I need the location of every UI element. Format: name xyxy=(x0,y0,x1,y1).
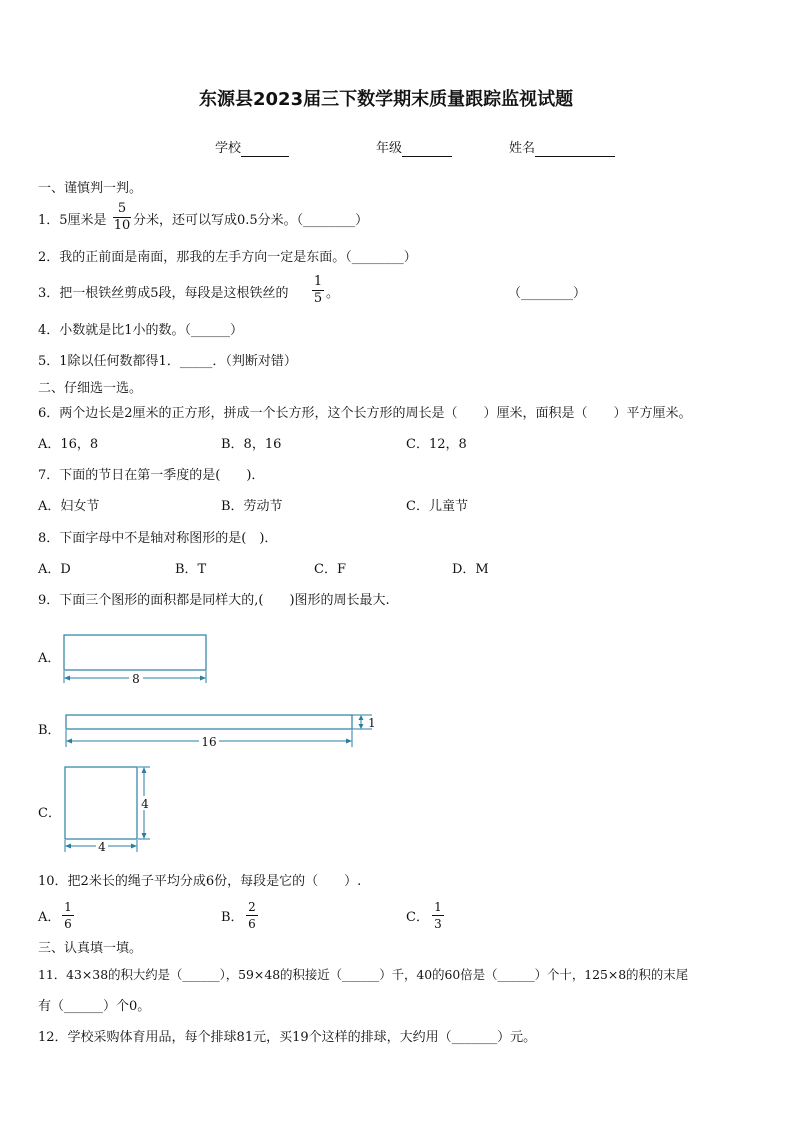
question-6-option-a[interactable]: A．16，8 xyxy=(38,437,99,452)
fraction-numerator: 5 xyxy=(117,201,127,216)
figure-a-width-label: 8 xyxy=(132,672,140,686)
question-3-post: 。 xyxy=(326,286,340,301)
question-11-line-1: 11．43×38的积大约是（______），59×48的积接近（______）千，40的60倍是（______）个十，125×8的积的末尾 xyxy=(38,967,689,982)
question-12: 12．学校采购体育用品，每个排球81元，买19个这样的排球，大约用（_______）元。 xyxy=(38,1030,537,1045)
question-3-pre: 3．把一根铁丝剪成5段，每段是这根铁丝的 xyxy=(38,286,289,301)
question-1-post: 分米，还可以写成0.5分米。（________） xyxy=(133,213,369,228)
figure-c-side-label: 4 xyxy=(141,797,149,811)
question-7-option-a[interactable]: A．妇女节 xyxy=(38,499,100,514)
fraction-bar xyxy=(432,915,444,916)
fraction-denominator: 6 xyxy=(248,917,256,931)
question-6: 6．两个边长是2厘米的正方形，拼成一个长方形，这个长方形的周长是（ ）厘米，面积是（ ）平方厘米。 xyxy=(38,406,692,421)
question-2: 2．我的正前面是南面，那我的左手方向一定是东面。（________） xyxy=(38,250,417,265)
page-title: 东源县2023届三下数学期末质量跟踪监视试题 xyxy=(199,89,574,110)
figure-c-square xyxy=(60,764,156,854)
question-6-option-c[interactable]: C．12，8 xyxy=(406,437,467,452)
fraction-bar xyxy=(62,915,74,916)
question-10-option-a-fraction[interactable] xyxy=(62,900,74,931)
name-blank[interactable] xyxy=(535,143,615,157)
question-8: 8．下面字母中不是轴对称图形的是( )． xyxy=(38,531,278,546)
fraction-denominator: 5 xyxy=(313,291,323,306)
question-3-blank[interactable]: （________） xyxy=(508,286,587,301)
school-label: 学校 xyxy=(215,141,242,156)
question-10-option-b-fraction[interactable] xyxy=(246,900,258,931)
question-11-line-2: 有（______）个0。 xyxy=(38,999,151,1014)
question-3-fraction xyxy=(312,275,324,306)
name-field[interactable] xyxy=(509,141,615,157)
fraction-bar xyxy=(246,915,258,916)
grade-label: 年级 xyxy=(376,141,403,156)
fraction-numerator: 2 xyxy=(248,900,256,914)
fraction-denominator: 6 xyxy=(64,917,72,931)
question-6-option-b[interactable]: B．8，16 xyxy=(221,437,282,452)
section-heading-2: 二、仔细选一选。 xyxy=(38,381,143,396)
figure-b-width-label: 16 xyxy=(201,735,217,749)
question-9-option-b-label[interactable]: B． xyxy=(38,723,61,738)
fraction-denominator: 3 xyxy=(434,917,442,931)
question-10-option-c-fraction[interactable] xyxy=(432,900,444,931)
question-7-option-c[interactable]: C．儿童节 xyxy=(406,499,468,514)
question-10-option-a-label[interactable]: A． xyxy=(38,910,61,925)
question-8-option-d[interactable]: D．M xyxy=(452,562,489,577)
question-10-option-c-label[interactable]: C． xyxy=(406,910,429,925)
figure-c-width-label: 4 xyxy=(98,840,106,854)
school-field[interactable] xyxy=(215,141,289,157)
figure-b-rectangle xyxy=(60,711,378,751)
fraction-numerator: 1 xyxy=(434,900,442,914)
question-10-option-b-label[interactable]: B． xyxy=(221,910,244,925)
question-9-option-a-label[interactable]: A． xyxy=(38,651,61,666)
grade-blank[interactable] xyxy=(402,143,452,157)
figure-a-rectangle xyxy=(60,633,214,687)
question-8-option-c[interactable]: C．F xyxy=(314,562,346,577)
fraction-numerator: 1 xyxy=(313,274,323,289)
figure-b-height-label: 1 xyxy=(368,716,376,730)
school-blank[interactable] xyxy=(241,143,289,157)
question-7: 7．下面的节日在第一季度的是( )． xyxy=(38,468,265,483)
grade-field[interactable] xyxy=(376,141,452,157)
question-1-fraction xyxy=(113,202,131,233)
question-8-option-b[interactable]: B．T xyxy=(175,562,207,577)
question-1-pre: 1．5厘米是 xyxy=(38,213,107,228)
name-label: 姓名 xyxy=(509,141,536,156)
section-heading-3: 三、认真填一填。 xyxy=(38,941,143,956)
question-8-option-a[interactable]: A．D xyxy=(38,562,71,577)
question-4: 4．小数就是比1小的数。（______） xyxy=(38,323,244,338)
fraction-numerator: 1 xyxy=(64,900,72,914)
fraction-denominator: 10 xyxy=(113,218,131,233)
question-10: 10．把2米长的绳子平均分成6份，每段是它的（ ）. xyxy=(38,874,362,889)
question-9-option-c-label[interactable]: C． xyxy=(38,806,61,821)
question-7-option-b[interactable]: B．劳动节 xyxy=(221,499,283,514)
question-5: 5．1除以任何数都得1．_____．（判断对错） xyxy=(38,354,297,369)
question-9: 9．下面三个图形的面积都是同样大的,( )图形的周长最大. xyxy=(38,593,390,608)
section-heading-1: 一、谨慎判一判。 xyxy=(38,181,143,196)
